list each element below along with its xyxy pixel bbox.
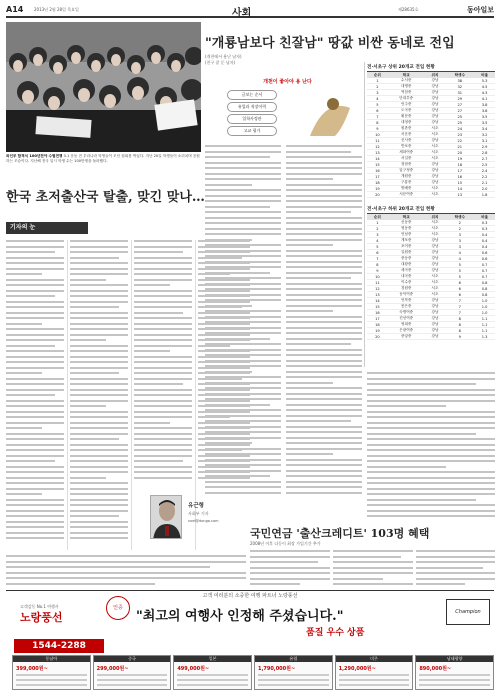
- table-cell: 대명중: [388, 84, 425, 90]
- table-cell: 서운중: [388, 132, 425, 138]
- table-cell: 서초: [425, 186, 446, 192]
- column-divider: [67, 240, 68, 550]
- table-cell: 휘문중: [388, 114, 425, 120]
- table-cell: 0.7: [474, 262, 495, 268]
- table-cell: 14: [367, 298, 388, 304]
- tour-product[interactable]: [335, 655, 414, 690]
- table-cell: 강남: [425, 298, 446, 304]
- table-cell: 4: [367, 238, 388, 244]
- table-cell: 6: [445, 280, 474, 286]
- table-cell: 서초: [425, 220, 446, 226]
- table-cell: 9: [445, 334, 474, 340]
- ranking-table-top: [367, 72, 495, 198]
- table-cell: 20: [367, 192, 388, 198]
- table-cell: 일원중: [388, 250, 425, 256]
- table-cell: 2.9: [474, 144, 495, 150]
- table-cell: 8: [367, 120, 388, 126]
- table-cell: 12: [367, 144, 388, 150]
- table-cell: 0.4: [474, 232, 495, 238]
- reporter-title: 사회부 기자: [188, 511, 209, 516]
- pension-subhead: 2008년 이후 다둥이 최장 가입기간 추가: [250, 541, 321, 546]
- table-cell: 16: [367, 168, 388, 174]
- left-body-col-1: [6, 240, 64, 550]
- sidebar-table-1-title: 전·서초구 상위 20개교 전입 현황: [367, 64, 495, 72]
- caption-text: 3.1 운동 전 우리나라 학생들이 모인 집회를 찍었다. 지난 20일 학생들이 소리치며 응원하는 모습이다. 지난해 전국 입시 학생 수는 100만명을 돌파했다.: [6, 154, 200, 163]
- table-cell: 0.3: [474, 226, 495, 232]
- table-cell: 강남: [425, 310, 446, 316]
- table-cell: 8: [445, 328, 474, 334]
- tour-product[interactable]: [173, 655, 252, 690]
- table-cell: 19: [445, 156, 474, 162]
- table-cell: 2.0: [474, 186, 495, 192]
- table-cell: 강남: [425, 138, 446, 144]
- table-cell: 16: [367, 310, 388, 316]
- table-cell: 2: [445, 220, 474, 226]
- table-cell: 4: [445, 256, 474, 262]
- table-cell: 11: [367, 280, 388, 286]
- tour-title: 미주: [336, 656, 413, 662]
- table-cell: 2: [445, 226, 474, 232]
- table-cell: 31: [445, 90, 474, 96]
- table-cell: 27: [445, 108, 474, 114]
- table-cell: 38: [445, 78, 474, 84]
- table-cell: 9: [367, 268, 388, 274]
- travel-advertisement[interactable]: [6, 590, 494, 689]
- table-cell: 7: [445, 298, 474, 304]
- ad-phone-number[interactable]: 1544-2288: [14, 639, 104, 653]
- table-cell: 3: [367, 232, 388, 238]
- table-cell: 0.7: [474, 268, 495, 274]
- table-cell: 17: [367, 174, 388, 180]
- table-cell: 단대부중: [388, 96, 425, 102]
- table-cell: 3.5: [474, 120, 495, 126]
- ad-slogan: "최고의 여행사 인정해 주셨습니다.": [136, 609, 344, 624]
- graphic-step: 글보는 순서: [227, 90, 277, 100]
- table-cell: 5: [367, 244, 388, 250]
- table-cell: 이수중: [388, 280, 425, 286]
- table-cell: 12: [367, 286, 388, 292]
- table-cell: 32: [445, 84, 474, 90]
- table-cell: 역삼중: [388, 90, 425, 96]
- table-header: 비율: [474, 72, 495, 78]
- table-header: 순위: [367, 72, 388, 78]
- graphic-step: 유입과 직장이력: [227, 102, 277, 112]
- table-cell: 20: [367, 334, 388, 340]
- tour-title: 동남아: [13, 656, 90, 662]
- table-cell: 2.4: [474, 168, 495, 174]
- table-cell: 서초: [425, 292, 446, 298]
- table-cell: 포이중: [388, 244, 425, 250]
- table-cell: 서일중: [388, 156, 425, 162]
- table-header: 비율: [474, 214, 495, 220]
- table-cell: 1: [367, 220, 388, 226]
- table-cell: 13: [367, 292, 388, 298]
- tour-price: 1,290,000원~: [338, 666, 376, 672]
- table-cell: 강남: [425, 250, 446, 256]
- table-cell: 서문여중: [388, 192, 425, 198]
- table-cell: 언주중: [388, 102, 425, 108]
- tour-title: 중국: [94, 656, 171, 662]
- table-cell: 4.5: [474, 84, 495, 90]
- table-cell: 2: [367, 84, 388, 90]
- table-cell: 반포중: [388, 144, 425, 150]
- table-cell: 18: [445, 162, 474, 168]
- photo-caption: [6, 154, 201, 174]
- reporter-photo: [150, 495, 182, 539]
- table-cell: 강남: [425, 316, 446, 322]
- table-cell: 3.1: [474, 138, 495, 144]
- ranking-table-top-body: [367, 78, 495, 198]
- ad-top-line: 고객 여러분의 소중한 여행 파트너 노랑풍선: [202, 593, 298, 599]
- table-cell: 15: [445, 180, 474, 186]
- table-cell: 신사중: [388, 138, 425, 144]
- table-cell: 1.3: [474, 334, 495, 340]
- table-cell: 강남: [425, 78, 446, 84]
- table-cell: 영동중: [388, 226, 425, 232]
- tour-grid: [12, 655, 494, 690]
- ad-champion-badge: Champion: [446, 599, 490, 625]
- table-cell: 1.0: [474, 298, 495, 304]
- ad-logo: [12, 603, 92, 639]
- table-cell: 2.5: [474, 162, 495, 168]
- table-cell: 서초: [425, 132, 446, 138]
- table-cell: 21: [445, 144, 474, 150]
- main-body-col-2: [286, 145, 362, 520]
- table-cell: 강남: [425, 262, 446, 268]
- reporter-email: noel@donga.com: [188, 519, 219, 523]
- table-cell: 19: [367, 186, 388, 192]
- ranking-table-bottom-body: [367, 220, 495, 340]
- table-cell: 2: [367, 226, 388, 232]
- table-cell: 개포중: [388, 238, 425, 244]
- table-cell: 강남: [425, 238, 446, 244]
- table-cell: 6: [367, 108, 388, 114]
- table-cell: 0.6: [474, 250, 495, 256]
- table-cell: 19: [367, 328, 388, 334]
- table-cell: 강남: [425, 162, 446, 168]
- pension-headline: 국민연금 '출산크레디트' 103명 혜택: [250, 527, 430, 540]
- table-cell: 4: [445, 250, 474, 256]
- table-cell: 3.8: [474, 108, 495, 114]
- table-cell: 언북중: [388, 298, 425, 304]
- table-cell: 13: [445, 192, 474, 198]
- left-headline: 한국 초저출산국 탈출, 맞긴 맞나…: [6, 190, 205, 205]
- table-cell: 개원중: [388, 174, 425, 180]
- table-cell: 1: [367, 78, 388, 84]
- table-cell: 압구정중: [388, 168, 425, 174]
- table-cell: 내곡중: [388, 274, 425, 280]
- table-cell: 강남: [425, 322, 446, 328]
- table-cell: 3.4: [474, 126, 495, 132]
- table-row: [367, 192, 495, 198]
- table-cell: 11: [367, 138, 388, 144]
- table-cell: 0.4: [474, 238, 495, 244]
- table-cell: 16: [445, 174, 474, 180]
- main-body-col-3: [367, 372, 495, 520]
- tour-title: 일본: [174, 656, 251, 662]
- tour-title: 남태평양: [416, 656, 493, 662]
- table-cell: 서초: [425, 232, 446, 238]
- table-cell: 27: [445, 102, 474, 108]
- tour-price: 1,790,000원~: [257, 666, 296, 672]
- table-cell: 20: [445, 150, 474, 156]
- table-cell: 서초: [425, 280, 446, 286]
- table-cell: 18: [367, 322, 388, 328]
- tour-product[interactable]: [12, 655, 91, 690]
- table-cell: 9: [367, 126, 388, 132]
- table-cell: 5: [445, 274, 474, 280]
- table-cell: 6: [445, 292, 474, 298]
- table-cell: 중앙중: [388, 334, 425, 340]
- table-cell: 세화여중: [388, 150, 425, 156]
- main-headline-annotation: (개천에서 용난 남자): [205, 54, 242, 59]
- tour-product[interactable]: [93, 655, 172, 690]
- table-cell: 강남: [425, 90, 446, 96]
- table-cell: 17: [445, 168, 474, 174]
- table-cell: 서초: [425, 126, 446, 132]
- table-cell: 서초: [425, 286, 446, 292]
- sidebar-table-2-title: 전·서초구 하위 20개교 전입 현황: [367, 206, 495, 214]
- table-cell: 29: [445, 96, 474, 102]
- ranking-table-bottom: [367, 214, 495, 340]
- table-cell: 8: [445, 316, 474, 322]
- table-cell: 강남: [425, 102, 446, 108]
- table-cell: 3: [445, 238, 474, 244]
- table-cell: 세곡중: [388, 268, 425, 274]
- table-cell: 언남중: [388, 232, 425, 238]
- table-cell: 강남: [425, 244, 446, 250]
- table-cell: 강남: [425, 180, 446, 186]
- table-cell: 23: [445, 132, 474, 138]
- table-cell: 강남: [425, 108, 446, 114]
- left-body-col-3: [134, 240, 192, 490]
- table-header: 순위: [367, 214, 388, 220]
- sidebar-divider: [364, 62, 365, 367]
- table-cell: 13: [367, 150, 388, 156]
- main-headline-annotation-2: (친구 잘 둔 남자): [205, 60, 236, 65]
- table-cell: 강남: [425, 96, 446, 102]
- table-cell: 신동중: [388, 220, 425, 226]
- table-cell: 숙명여중: [388, 310, 425, 316]
- table-cell: 7: [445, 310, 474, 316]
- table-cell: 중동중: [388, 256, 425, 262]
- table-header: 학생수: [445, 72, 474, 78]
- graphic-step: 입학사정관: [227, 114, 277, 124]
- table-cell: 동덕여중: [388, 292, 425, 298]
- table-cell: 강남: [425, 268, 446, 274]
- table-cell: 강남: [425, 328, 446, 334]
- news-photo: [6, 22, 201, 152]
- table-header: 학교: [388, 214, 425, 220]
- table-cell: 4: [367, 96, 388, 102]
- table-cell: 25: [445, 114, 474, 120]
- table-cell: 서초: [425, 150, 446, 156]
- tour-product[interactable]: [415, 655, 494, 690]
- pension-body-col-1: [250, 550, 330, 586]
- table-cell: 1.8: [474, 192, 495, 198]
- table-cell: 1.1: [474, 322, 495, 328]
- table-cell: 강남: [425, 174, 446, 180]
- table-cell: 대왕중: [388, 262, 425, 268]
- table-cell: 7: [367, 114, 388, 120]
- main-headline: "개룡남보다 친잘남" 땅값 비싼 동네로 전입: [205, 36, 455, 51]
- tour-product[interactable]: [254, 655, 333, 690]
- table-cell: 서초: [425, 156, 446, 162]
- table-cell: 수서중: [388, 78, 425, 84]
- table-cell: 강남: [425, 120, 446, 126]
- table-cell: 방배중: [388, 186, 425, 192]
- tour-price: 399,000원~: [16, 666, 48, 672]
- table-cell: 10: [367, 274, 388, 280]
- table-cell: 5: [445, 262, 474, 268]
- column-divider: [131, 240, 132, 550]
- table-cell: 7: [445, 304, 474, 310]
- table-cell: 1.1: [474, 316, 495, 322]
- table-cell: 0.8: [474, 280, 495, 286]
- reporter-name: 유근형: [188, 503, 204, 509]
- table-cell: 0.3: [474, 220, 495, 226]
- table-cell: 6: [445, 286, 474, 292]
- left-body-col-2: [70, 240, 128, 550]
- table-row: [367, 334, 495, 340]
- table-cell: 5.3: [474, 78, 495, 84]
- table-header: 학교: [388, 72, 425, 78]
- paper-name: 동아일보: [466, 5, 494, 14]
- table-cell: 강남: [425, 84, 446, 90]
- table-cell: 6: [367, 250, 388, 256]
- table-cell: 경원중: [388, 286, 425, 292]
- table-cell: 0.6: [474, 256, 495, 262]
- graphic-title: 개천이 좋아야 용 난다: [263, 79, 312, 85]
- table-cell: 14: [367, 156, 388, 162]
- tour-price: 499,000원~: [177, 666, 210, 672]
- table-cell: 1.0: [474, 304, 495, 310]
- table-header: 위치: [425, 214, 446, 220]
- pension-body-col-2: [333, 550, 413, 586]
- table-cell: 청담중: [388, 162, 425, 168]
- section-title: 사회: [232, 8, 252, 19]
- table-cell: 3.2: [474, 132, 495, 138]
- table-cell: 15: [367, 162, 388, 168]
- table-cell: 1.1: [474, 328, 495, 334]
- table-cell: 18: [367, 180, 388, 186]
- table-cell: 4.1: [474, 96, 495, 102]
- table-cell: 강남: [425, 304, 446, 310]
- table-cell: 2.7: [474, 156, 495, 162]
- table-cell: 3: [445, 244, 474, 250]
- caption-bold: 외인부 합격식 100년전야 수험전쟁: [6, 154, 63, 158]
- table-cell: 서초: [425, 274, 446, 280]
- tour-title: 유럽: [255, 656, 332, 662]
- table-cell: 0.8: [474, 286, 495, 292]
- info-graphic: [215, 78, 360, 140]
- table-cell: 원촌중: [388, 126, 425, 132]
- table-cell: 5: [445, 268, 474, 274]
- table-cell: 22: [445, 138, 474, 144]
- main-body-col-1: [205, 145, 281, 520]
- table-cell: 25: [445, 120, 474, 126]
- tour-price: 299,000원~: [96, 666, 129, 672]
- table-cell: 0.7: [474, 274, 495, 280]
- table-cell: 서초: [425, 226, 446, 232]
- pension-body-col-3: [416, 550, 495, 586]
- table-cell: 강남: [425, 334, 446, 340]
- table-cell: 은광여중: [388, 328, 425, 334]
- table-cell: 0.4: [474, 244, 495, 250]
- ad-brand: 노랑풍선: [20, 611, 63, 624]
- table-cell: 3: [445, 232, 474, 238]
- table-cell: 구룡중: [388, 180, 425, 186]
- edition-number: 제28635호: [398, 7, 419, 12]
- table-cell: 5: [367, 102, 388, 108]
- table-cell: 강남: [425, 168, 446, 174]
- ad-brand-sub: 고객감동 No.1 여행사: [20, 604, 59, 609]
- tour-price: 890,000원~: [419, 666, 452, 672]
- table-cell: 강남: [425, 256, 446, 262]
- table-cell: 8: [445, 322, 474, 328]
- table-cell: 봉은중: [388, 304, 425, 310]
- page-header: [6, 4, 494, 18]
- table-cell: 진선여중: [388, 316, 425, 322]
- issue-date: 2013년 2월 28일 목요일: [34, 7, 79, 12]
- table-cell: 10: [367, 132, 388, 138]
- table-cell: 서초: [425, 192, 446, 198]
- table-cell: 2.2: [474, 174, 495, 180]
- table-header: 위치: [425, 72, 446, 78]
- table-cell: 도곡중: [388, 108, 425, 114]
- table-cell: 2.8: [474, 150, 495, 156]
- table-cell: 영희중: [388, 322, 425, 328]
- ad-quality-label: 품질 우수 상품: [306, 628, 365, 638]
- table-header: 학생수: [445, 214, 474, 220]
- table-cell: 7: [367, 256, 388, 262]
- left-lower-body: [6, 555, 246, 585]
- table-cell: 8: [367, 262, 388, 268]
- table-cell: 3: [367, 90, 388, 96]
- table-cell: 1.0: [474, 310, 495, 316]
- table-cell: 서초: [425, 144, 446, 150]
- table-cell: 0.8: [474, 292, 495, 298]
- page-number: A14: [6, 5, 24, 14]
- table-cell: 3.8: [474, 102, 495, 108]
- table-cell: 4.3: [474, 90, 495, 96]
- table-cell: 대청중: [388, 120, 425, 126]
- table-cell: 강남: [425, 114, 446, 120]
- table-cell: 15: [367, 304, 388, 310]
- table-cell: 14: [445, 186, 474, 192]
- table-cell: 3.5: [474, 114, 495, 120]
- ad-certification-stamp: 인증: [106, 596, 130, 620]
- table-cell: 17: [367, 316, 388, 322]
- graphic-step: 고교 평가: [227, 126, 277, 136]
- table-cell: 2.1: [474, 180, 495, 186]
- table-cell: 24: [445, 126, 474, 132]
- column-label: 기자의 눈: [6, 222, 88, 234]
